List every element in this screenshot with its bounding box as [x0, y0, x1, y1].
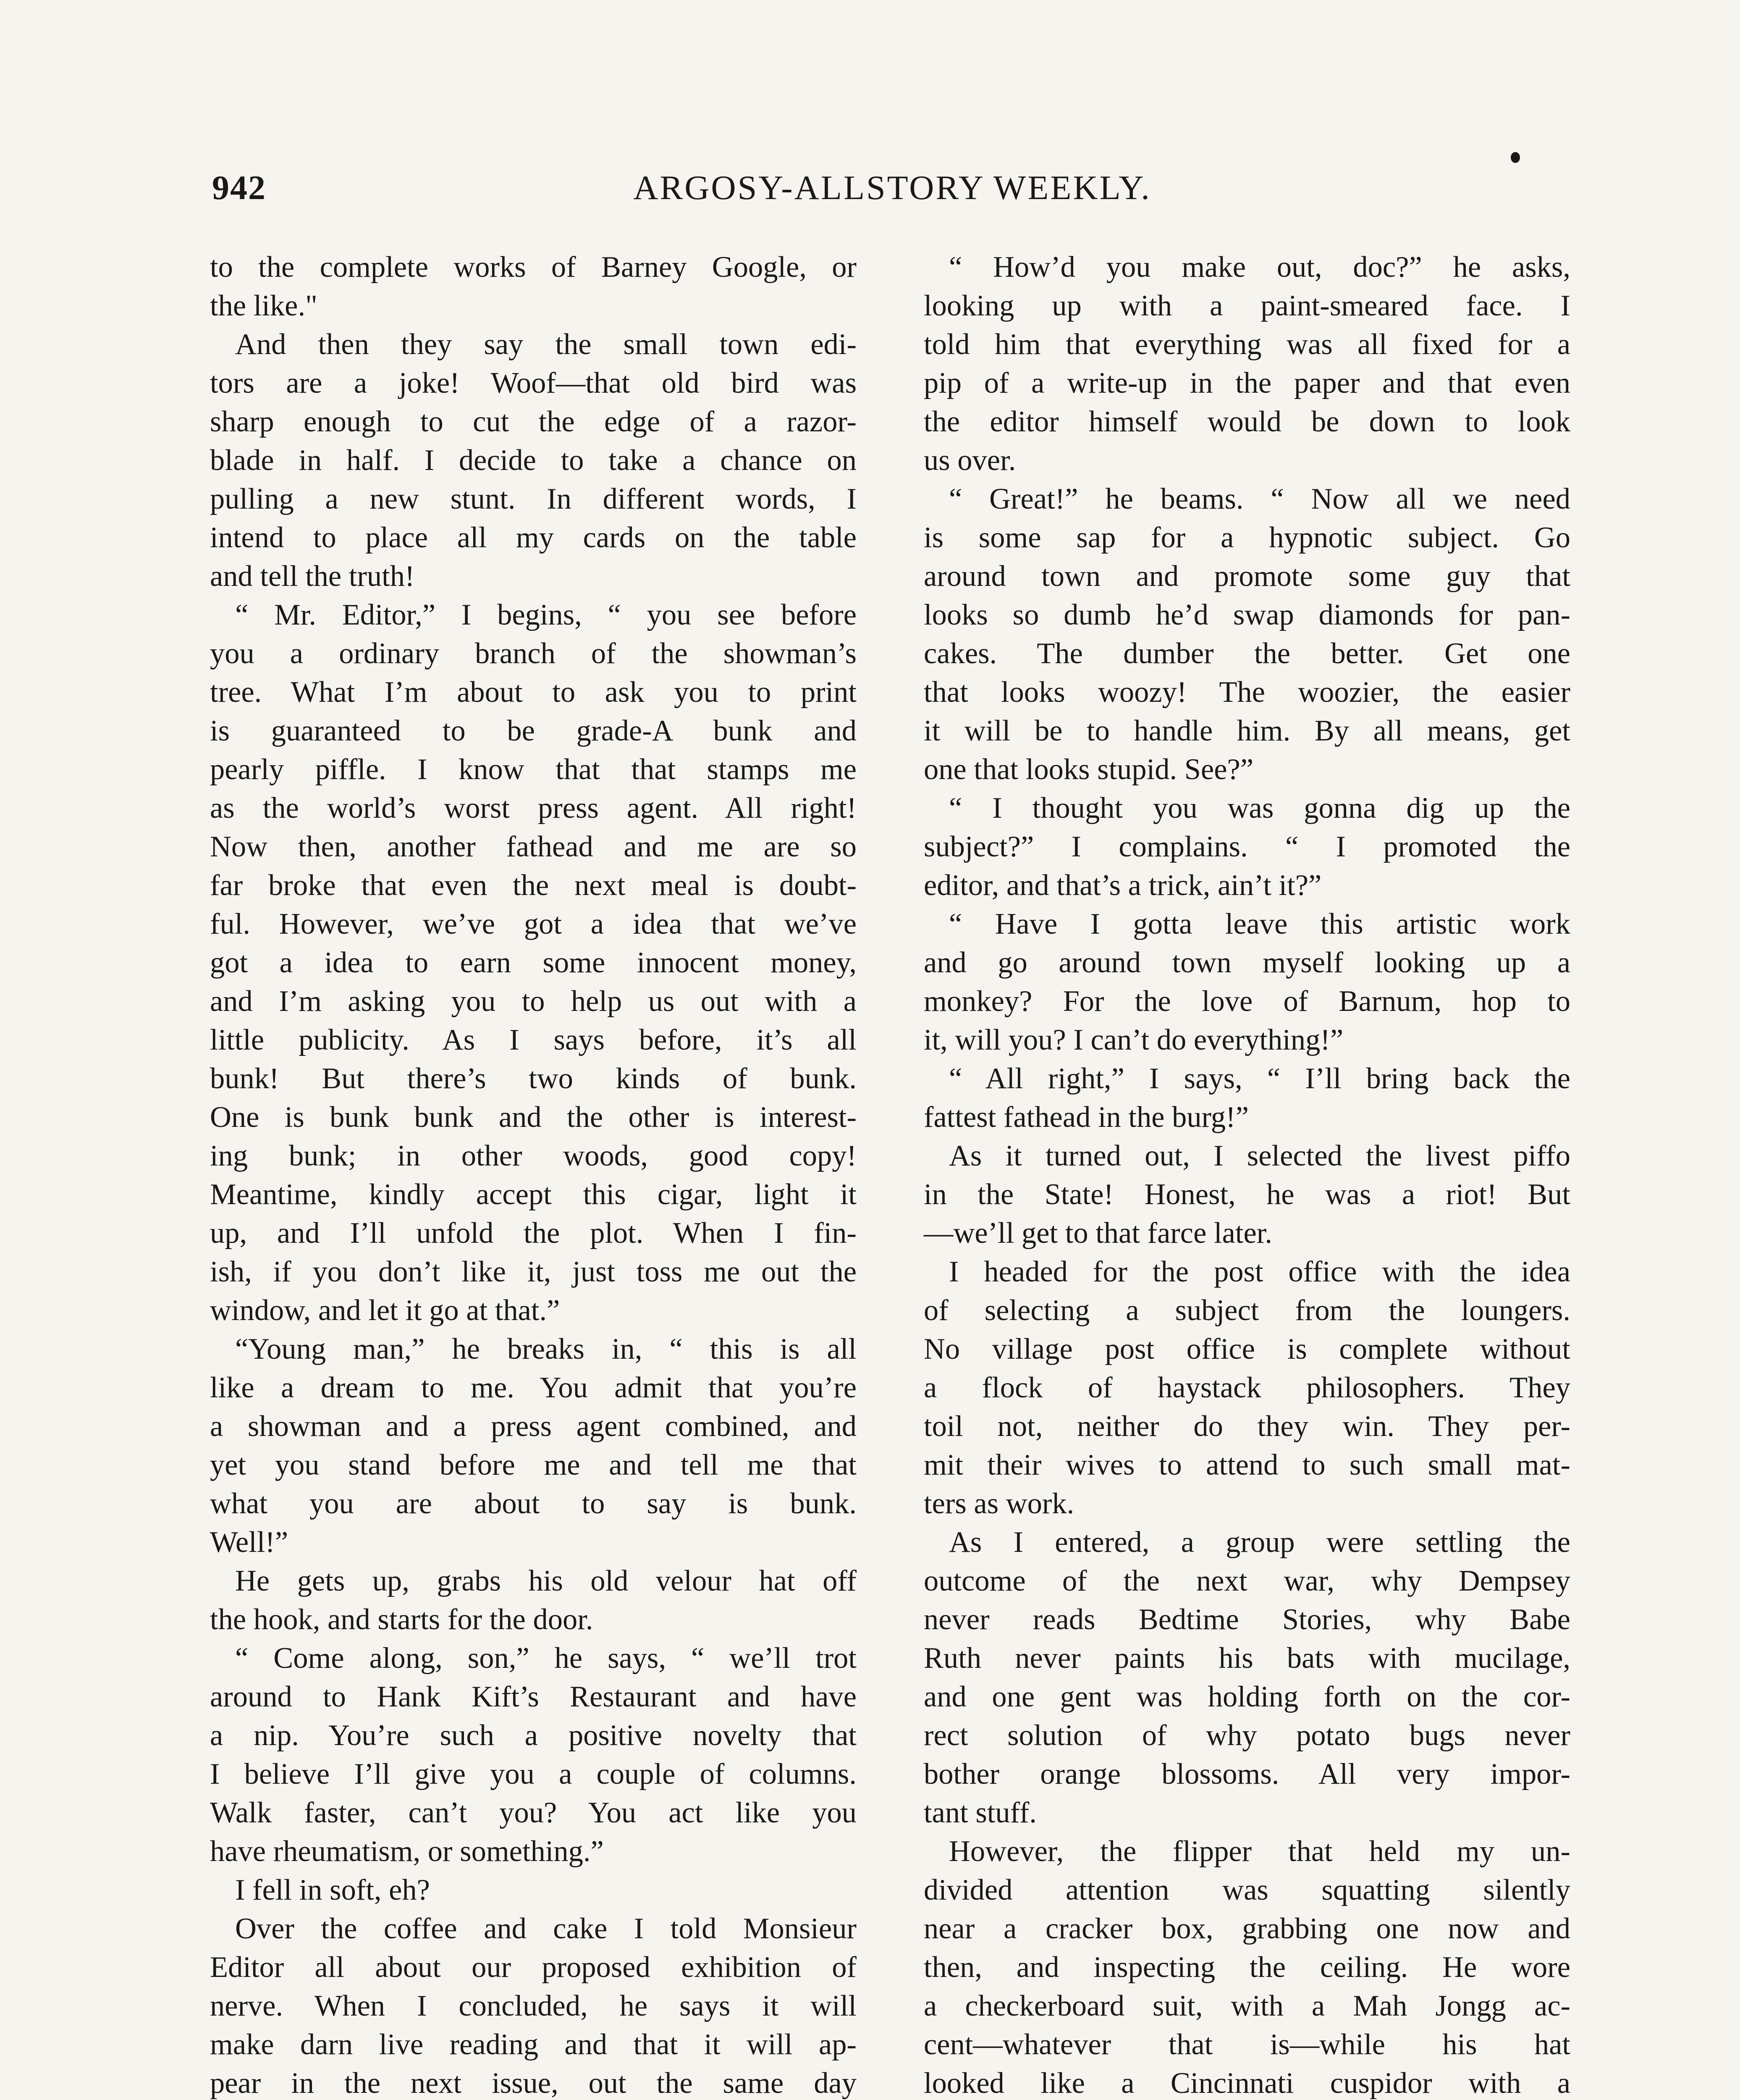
text-line: the hook, and starts for the door. — [210, 1603, 593, 1636]
text-line: nerve. When I concluded, he says it will — [210, 1990, 857, 2022]
text-line: looks so dumb he’d swap diamonds for pan- — [924, 598, 1570, 631]
text-line: And then they say the small town edi- — [235, 328, 857, 361]
magazine-title: ARGOSY-ALLSTORY WEEKLY. — [633, 168, 1151, 207]
text-line: little publicity. As I says before, it’s all — [210, 1024, 857, 1056]
text-line: and go around town myself looking up a — [924, 946, 1570, 979]
text-line: then, and inspecting the ceiling. He wore — [924, 1951, 1570, 1984]
text-line: it will be to handle him. By all means, get — [924, 714, 1570, 747]
text-line: tant stuff. — [924, 1796, 1037, 1829]
text-line: yet you stand before me and tell me that — [210, 1449, 857, 1481]
text-line: up, and I’ll unfold the plot. When I fin- — [210, 1217, 857, 1250]
text-line: the like." — [210, 289, 317, 322]
text-line: us over. — [924, 444, 1016, 477]
text-line: of selecting a subject from the loungers. — [924, 1294, 1570, 1327]
text-line: Editor all about our proposed exhibition of — [210, 1951, 857, 1984]
text-line: pulling a new stunt. In different words, I — [210, 483, 857, 515]
text-line: it, will you? I can’t do everything!” — [924, 1024, 1344, 1056]
text-line: ish, if you don’t like it, just toss me out the — [210, 1255, 857, 1288]
text-line: in the State! Honest, he was a riot! But — [924, 1178, 1570, 1211]
text-line: looked like a Cincinnati cuspidor with a — [924, 2067, 1570, 2100]
text-line: Ruth never paints his bats with mucilage, — [924, 1642, 1570, 1675]
text-line: Walk faster, can’t you? You act like you — [210, 1796, 857, 1829]
text-line: rect solution of why potato bugs never — [924, 1719, 1570, 1752]
page-number: 942 — [212, 168, 266, 207]
text-line: monkey? For the love of Barnum, hop to — [924, 985, 1570, 1018]
text-line: what you are about to say is bunk. — [210, 1487, 857, 1520]
text-line: Meantime, kindly accept this cigar, light it — [210, 1178, 857, 1211]
text-line: —we’ll get to that farce later. — [924, 1217, 1272, 1250]
text-line: “ Great!” he beams. “ Now all we need — [949, 483, 1570, 515]
text-line: Over the coffee and cake I told Monsieur — [235, 1912, 857, 1945]
text-line: the editor himself would be down to look — [924, 405, 1570, 438]
text-line: a checkerboard suit, with a Mah Jongg ac- — [924, 1990, 1570, 2022]
text-line: told him that everything was all fixed for a — [924, 328, 1570, 361]
text-line: you a ordinary branch of the showman’s — [210, 637, 857, 670]
text-line: bunk! But there’s two kinds of bunk. — [210, 1062, 857, 1095]
text-line: looking up with a paint-smeared face. I — [924, 289, 1570, 322]
text-line: blade in half. I decide to take a chance on — [210, 444, 857, 477]
text-line: is guaranteed to be grade-A bunk and — [210, 714, 857, 747]
text-line: and one gent was holding forth on the cor- — [924, 1680, 1570, 1713]
text-line: tors are a joke! Woof—that old bird was — [210, 367, 857, 399]
text-line: Now then, another fathead and me are so — [210, 830, 857, 863]
text-line: One is bunk bunk and the other is interest- — [210, 1101, 857, 1134]
text-line: I fell in soft, eh? — [235, 1874, 430, 1906]
text-line: pip of a write-up in the paper and that even — [924, 367, 1570, 399]
text-line: as the world’s worst press agent. All right! — [210, 792, 857, 824]
text-line: As it turned out, I selected the livest piffo — [949, 1139, 1570, 1172]
text-line: ing bunk; in other woods, good copy! — [210, 1139, 857, 1172]
text-line: “Young man,” he breaks in, “ this is all — [235, 1333, 857, 1365]
text-line: a nip. You’re such a positive novelty that — [210, 1719, 857, 1752]
text-line: and tell the truth! — [210, 560, 415, 593]
text-line: never reads Bedtime Stories, why Babe — [924, 1603, 1570, 1636]
text-line: that looks woozy! The woozier, the easier — [924, 676, 1570, 709]
text-line: bother orange blossoms. All very impor- — [924, 1758, 1570, 1790]
text-line: “ How’d you make out, doc?” he asks, — [949, 251, 1570, 284]
text-line: “ Come along, son,” he says, “ we’ll trot — [235, 1642, 857, 1675]
text-line: “ Have I gotta leave this artistic work — [949, 908, 1570, 940]
ink-spot — [1511, 152, 1520, 163]
text-line: window, and let it go at that.” — [210, 1294, 560, 1327]
text-line: tree. What I’m about to ask you to print — [210, 676, 857, 709]
text-line: pearly piffle. I know that that stamps me — [210, 753, 857, 786]
text-line: and I’m asking you to help us out with a — [210, 985, 857, 1018]
text-line: one that looks stupid. See?” — [924, 753, 1254, 786]
text-line: As I entered, a group were settling the — [949, 1526, 1570, 1559]
text-line: sharp enough to cut the edge of a razor- — [210, 405, 857, 438]
text-line: pear in the next issue, out the same day — [210, 2067, 857, 2100]
text-line: I headed for the post office with the idea — [949, 1255, 1570, 1288]
text-line: ful. However, we’ve got a idea that we’ve — [210, 908, 857, 940]
text-line: like a dream to me. You admit that you’re — [210, 1371, 857, 1404]
page-header — [212, 168, 1572, 227]
text-line: toil not, neither do they win. They per- — [924, 1410, 1570, 1443]
text-line: have rheumatism, or something.” — [210, 1835, 604, 1868]
right-column — [924, 248, 1570, 2100]
text-line: got a idea to earn some innocent money, — [210, 946, 857, 979]
text-line: is some sap for a hypnotic subject. Go — [924, 521, 1570, 554]
text-line: “ All right,” I says, “ I’ll bring back the — [949, 1062, 1570, 1095]
text-line: a flock of haystack philosophers. They — [924, 1371, 1570, 1404]
text-line: ters as work. — [924, 1487, 1074, 1520]
text-line: a showman and a press agent combined, and — [210, 1410, 857, 1443]
text-line: intend to place all my cards on the table — [210, 521, 857, 554]
text-line: editor, and that’s a trick, ain’t it?” — [924, 869, 1322, 902]
text-line: near a cracker box, grabbing one now and — [924, 1912, 1570, 1945]
text-line: No village post office is complete without — [924, 1333, 1570, 1365]
text-line: fattest fathead in the burg!” — [924, 1101, 1249, 1134]
text-line: make darn live reading and that it will ap- — [210, 2028, 857, 2061]
text-line: far broke that even the next meal is doubt- — [210, 869, 857, 902]
text-line: However, the flipper that held my un- — [949, 1835, 1570, 1868]
text-line: I believe I’ll give you a couple of columns. — [210, 1758, 857, 1790]
text-line: cakes. The dumber the better. Get one — [924, 637, 1570, 670]
text-line: Well!” — [210, 1526, 288, 1559]
left-column — [210, 248, 857, 2100]
text-line: “ Mr. Editor,” I begins, “ you see before — [235, 598, 857, 631]
text-line: to the complete works of Barney Google, or — [210, 251, 857, 284]
text-line: cent—whatever that is—while his hat — [924, 2028, 1570, 2061]
text-line: divided attention was squatting silently — [924, 1874, 1570, 1906]
text-line: around town and promote some guy that — [924, 560, 1570, 593]
text-line: outcome of the next war, why Dempsey — [924, 1564, 1570, 1597]
text-line: subject?” I complains. “ I promoted the — [924, 830, 1570, 863]
text-line: “ I thought you was gonna dig up the — [949, 792, 1570, 824]
text-line: He gets up, grabs his old velour hat off — [235, 1564, 857, 1597]
text-line: mit their wives to attend to such small mat- — [924, 1449, 1570, 1481]
text-line: around to Hank Kift’s Restaurant and have — [210, 1680, 857, 1713]
